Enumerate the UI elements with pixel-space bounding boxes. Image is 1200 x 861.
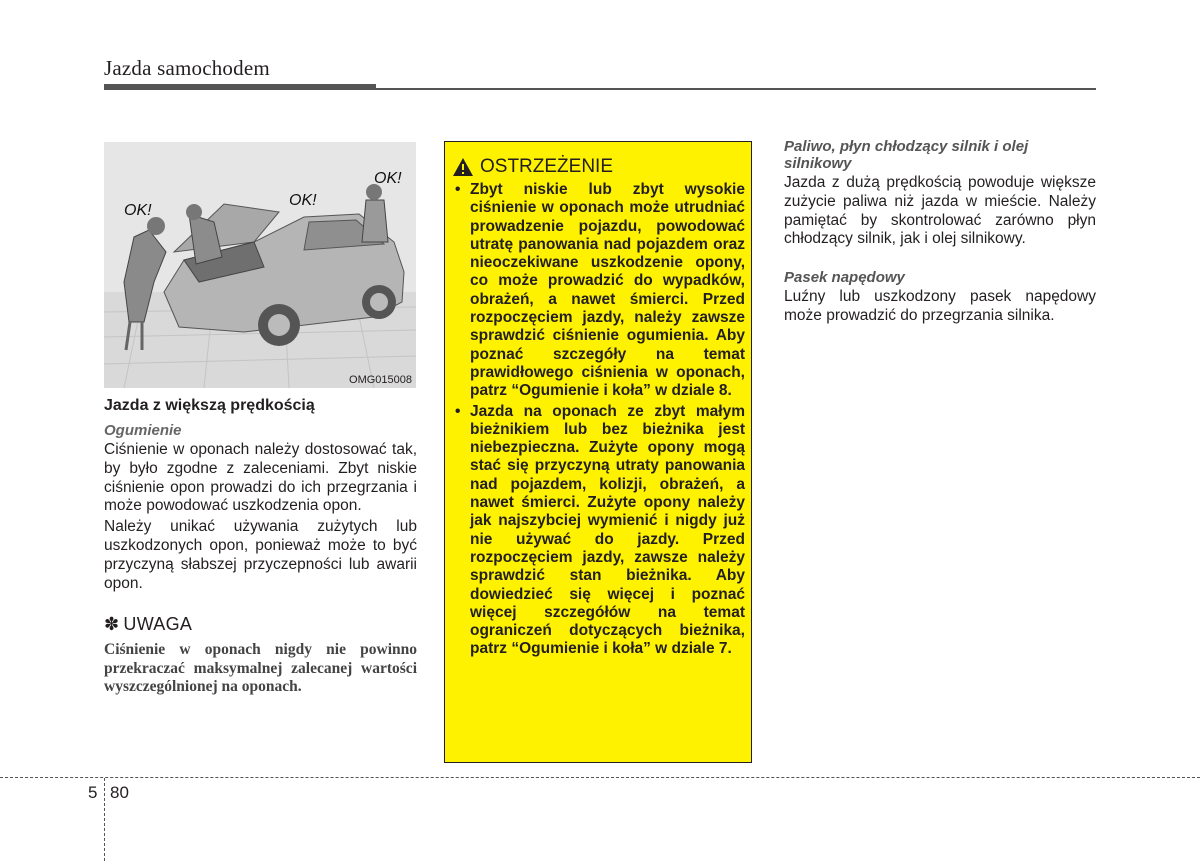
subheading-tires: Ogumienie: [104, 422, 182, 439]
illustration-car-hood-open: [104, 142, 416, 388]
subheading-drive-belt: Pasek napędowy: [784, 269, 905, 287]
note-heading: [104, 613, 417, 635]
warning-item-text: Zbyt niskie lub zbyt wysokie ciśnienie w oponach może utrudniać prowadzenie pojazdu, powodować utratę panowania nad pojazdem oraz nieoczekiwane uszkodzenie opony, co może prowadzić do wypadków, obrażeń, a nawet śmierci. Przed rozpoczęciem jazdy, należy zawsze sprawdzić ciśnienie ogumienia. Aby poznać szczegóły na temat prawidłowego ciśnienia w oponach, patrz “Ogumienie i koła” w dziale 8.: [470, 181, 745, 400]
note-text: Ciśnienie w oponach nigdy nie powinno przekraczać maksymalnej zalecanej wartości wyszczególnionej na oponach.: [104, 641, 417, 696]
paragraph: Ciśnienie w oponach należy dostosować tak, by było zgodne z zaleceniami. Zbyt niskie ciśnienie opon prowadzi do ich przegrzania i może powodować uszkodzenia opon.: [104, 441, 417, 515]
chapter-number: 5: [88, 783, 98, 802]
asterisk-icon: ✽: [104, 614, 120, 635]
right-column: [784, 138, 1096, 346]
figure-code: OMG015008: [349, 374, 412, 386]
warning-item-text: Jazda na oponach ze zbyt małym bieżnikiem lub bez bieżnika jest niebezpieczna. Zużyte opony mogą stać się przyczyną utraty panowania nad pojazdem, kolizji, obrażeń, a nawet śmierci. Zużyte opony należy jak najszybciej wymienić i nigdy już nie używać do jazdy. Przed rozpoczęciem jazdy, zawsze należy sprawdzić stan bieżnika. Aby dowiedzieć się więcej i poznać więcej szczegółów na temat ograniczeń dotyczących bieżnika, patrz “Ogumienie i koła” w dziale 7.: [470, 402, 745, 658]
ok-label-center: OK!: [289, 192, 317, 209]
ok-label-right: OK!: [374, 170, 402, 187]
car-illustration: [104, 142, 416, 388]
section-heading: Jazda z większą prędkością: [104, 397, 315, 414]
warning-triangle-icon: [452, 157, 474, 177]
warning-heading-label: OSTRZEŻENIE: [480, 156, 614, 177]
footer-dashed-rule: [0, 777, 1200, 778]
page-number: 80: [110, 783, 129, 802]
warning-heading: [452, 155, 745, 179]
subheading-fuel-coolant-oil: Paliwo, płyn chłodzący silnik i olej silnikowy: [784, 138, 1029, 172]
header-rule-thin: [376, 88, 1096, 90]
warning-box: [444, 141, 752, 763]
bullet-icon: •: [455, 402, 461, 420]
warning-item: [452, 181, 745, 401]
header-rule-thick: [104, 84, 376, 90]
paragraph: Luźny lub uszkodzony pasek napędowy może prowadzić do przegrzania silnika.: [784, 288, 1096, 324]
left-column: [104, 396, 417, 697]
note-heading-label: UWAGA: [123, 614, 193, 635]
paragraph: Jazda z dużą prędkością powoduje większe zużycie paliwa niż jazda w mieście. Należy pamiętać by skontrolować zarówno płyn chłodzący silnik, jak i olej silnikowy.: [784, 174, 1096, 248]
footer-dashed-divider: [104, 778, 105, 861]
ok-label-left: OK!: [124, 202, 152, 219]
warning-list: [452, 181, 745, 659]
paragraph: Należy unikać używania zużytych lub uszkodzonych opon, ponieważ może to być przyczyną słabszej przyczepności lub awarii opon.: [104, 518, 417, 592]
page-header-title: Jazda samochodem: [104, 56, 270, 80]
bullet-icon: •: [455, 181, 461, 198]
warning-item: [452, 403, 745, 659]
